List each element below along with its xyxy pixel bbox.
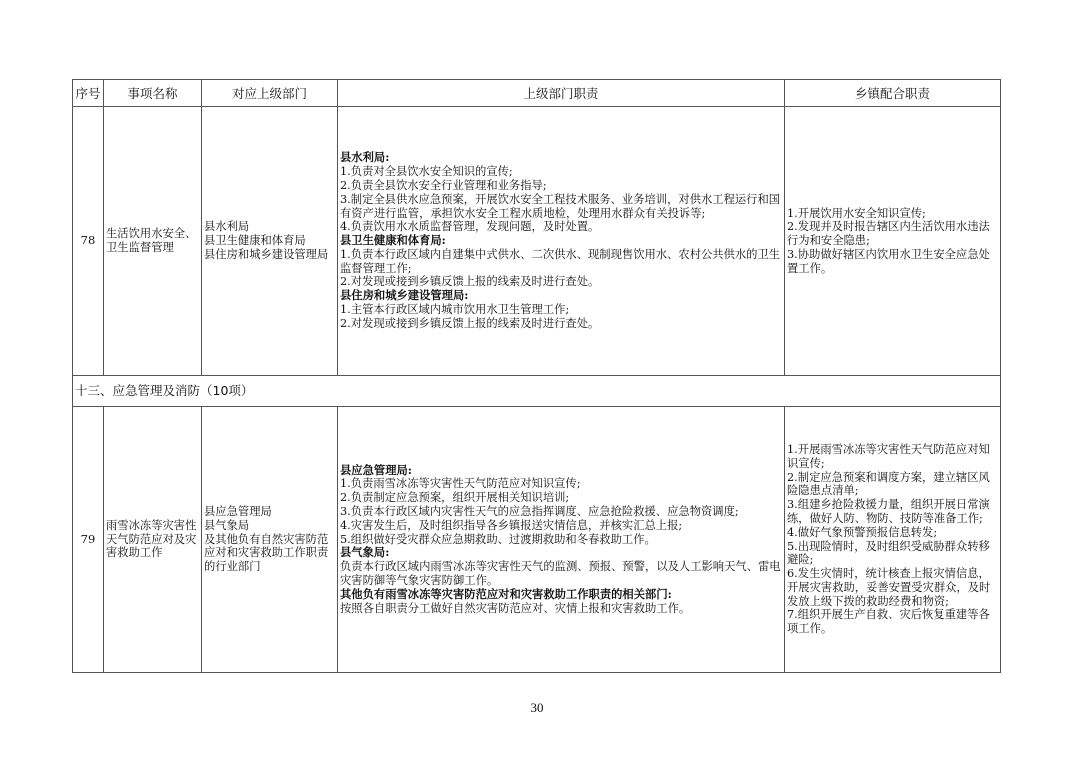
- duty-item: 1.负责对全县饮水安全知识的宣传;: [340, 165, 513, 179]
- duty-item: 按照各自职责分工做好自然灾害防范应对、灾情上报和灾害救助工作。: [340, 601, 691, 615]
- town-duty-item: 2.发现并及时报告辖区内生活饮用水违法行为和安全隐患;: [787, 220, 990, 248]
- row-number: 78: [73, 107, 104, 376]
- duty-heading: 县应急管理局:: [340, 462, 412, 477]
- department-list: [202, 107, 338, 376]
- section-row: [73, 376, 1001, 407]
- town-duty-item: 1.开展饮用水安全知识宣传;: [787, 206, 926, 220]
- town-duty-item: 6.发生灾情时，统计核查上报灾情信息，开展灾害救助，妥善安置受灾群众，及时发放上级下拨的救助经费和物资;: [787, 567, 991, 608]
- town-duty-item: 2.制定应急预案和调度方案，建立辖区风险隐患点清单;: [787, 470, 990, 498]
- header-town-duties: 乡镇配合职责: [785, 80, 1001, 107]
- town-duty-item: 7.组织开展生产自救、灾后恢复重建等各项工作。: [787, 608, 990, 636]
- header-seq: 序号: [73, 80, 104, 107]
- item-name: 雨雪冰冻等灾害性天气防范应对及灾害救助工作: [104, 407, 202, 673]
- page-number: 30: [530, 700, 544, 715]
- town-duties: [785, 107, 1001, 376]
- header-superior-duties: 上级部门职责: [338, 80, 785, 107]
- duty-heading: 其他负有雨雪冰冻等灾害防范应对和灾害救助工作职责的相关部门:: [340, 586, 672, 601]
- duty-heading: 县气象局:: [340, 545, 390, 560]
- department: 县水利局: [204, 220, 250, 234]
- header-superior-dept: 对应上级部门: [202, 80, 338, 107]
- duty-item: 4.灾害发生后，及时组织指导各乡镇报送灾情信息，并核实汇总上报;: [340, 518, 683, 532]
- department: 县卫生健康和体育局: [204, 234, 306, 248]
- town-duty-item: 3.组建乡抢险救援力量，组织开展日常演练，做好人防、物防、技防等准备工作;: [787, 498, 990, 525]
- department: 县住房和城乡建设管理局: [204, 247, 329, 261]
- row-number: 79: [73, 407, 104, 673]
- duty-item: 5.组织做好受灾群众应急期救助、过渡期救助和冬春救助工作。: [340, 532, 656, 546]
- department-list: [202, 407, 338, 673]
- table-header-row: [73, 80, 1001, 107]
- section-title: 十三、应急管理及消防（10项）: [73, 376, 1001, 407]
- superior-duties: [338, 407, 785, 673]
- department: 及其他负有自然灾害防范应对和灾害救助工作职责的行业部门: [204, 532, 329, 574]
- duty-item: 2.对发现或接到乡镇反馈上报的线索及时进行查处。: [340, 275, 600, 289]
- department: 县应急管理局: [204, 505, 272, 518]
- department: 县气象局: [204, 518, 250, 532]
- town-duty-item: 4.做好气象预警预报信息转发;: [787, 525, 938, 539]
- table-row: [73, 107, 1001, 376]
- duty-heading: 县卫生健康和体育局:: [340, 233, 446, 248]
- duty-item: 2.对发现或接到乡镇反馈上报的线索及时进行查处。: [340, 316, 600, 330]
- superior-duties: [338, 107, 785, 376]
- duty-table: [72, 79, 1001, 673]
- town-duties: [785, 407, 1001, 673]
- duty-heading: 县水利局:: [340, 150, 390, 165]
- item-name: 生活饮用水安全、卫生监督管理: [104, 107, 202, 376]
- town-duty-item: 5.出现险情时，及时组织受威胁群众转移避险;: [787, 539, 990, 567]
- table-row: [73, 407, 1001, 673]
- duty-item: 2.负责全县饮水安全行业管理和业务指导;: [340, 178, 547, 192]
- duty-item: 3.负责本行政区域内灾害性天气的应急指挥调度、应急抢险救援、应急物资调度;: [340, 505, 739, 518]
- duty-item: 1.负责雨雪冰冻等灾害性天气防范应对知识宣传;: [340, 477, 581, 491]
- duty-item: 负责本行政区域内雨雪冰冻等灾害性天气的监测、预报、预警，以及人工影响天气、雷电灾害防御等气象灾害防御工作。: [340, 560, 781, 587]
- town-duty-item: 3.协助做好辖区内饮用水卫生安全应急处置工作。: [787, 247, 990, 275]
- duty-item: 1.主管本行政区域内城市饮用水卫生管理工作;: [340, 303, 570, 317]
- duty-heading: 县住房和城乡建设管理局:: [340, 288, 469, 303]
- duty-item: 1.负责本行政区域内自建集中式供水、二次供水、现制现售饮用水、农村公共供水的卫生监督管理工作;: [340, 247, 781, 275]
- duty-item: 3.制定全县供水应急预案，开展饮水安全工程技术服务、业务培训，对供水工程运行和国有资产进行监管，承担饮水安全工程水质地检，处理用水群众有关投诉等;: [340, 192, 781, 220]
- duty-item: 4.负责饮用水水质监督管理，发现问题，及时处置。: [340, 220, 600, 234]
- town-duty-item: 1.开展雨雪冰冻等灾害性天气防范应对知识宣传;: [787, 442, 990, 470]
- header-item-name: 事项名称: [104, 80, 202, 107]
- duty-item: 2.负责制定应急预案，组织开展相关知识培训;: [340, 491, 570, 505]
